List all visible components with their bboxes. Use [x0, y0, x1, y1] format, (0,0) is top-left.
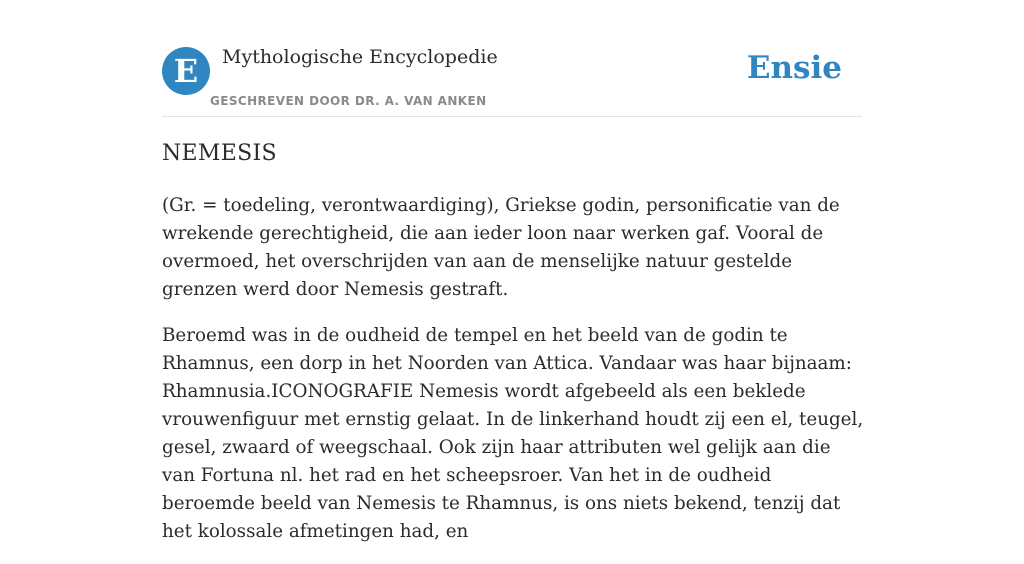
encyclopedia-title-link[interactable]: Mythologische Encyclopedie [222, 46, 498, 68]
header [162, 44, 862, 117]
article-title: NEMESIS [162, 141, 277, 166]
encyclopedia-logo-icon[interactable]: E [162, 47, 210, 95]
article-paragraph: Beroemd was in de oudheid de tempel en het beeld van de godin te Rhamnus, een dorp in het Noorden van Attica. Vandaar was haar bijnaam: Rhamnusia.ICONOGRAFIE Nemesis wordt afgebeeld als een beklede vrouwenfiguur met ernstig gelaat. In de linkerhand houdt zij een el, teugel, gesel, zwaard of weegschaal. Ook zijn haar attributen wel gelijk aan die van Fortuna nl. het rad en het scheepsroer. Van het in de oudheid beroemde beeld van Nemesis te Rhamnus, is ons niets bekend, tenzij dat het kolossale afmetingen had, en [162, 325, 864, 542]
article-paragraph: (Gr. = toedeling, verontwaardiging), Griekse godin, personificatie van de wrekende gerechtigheid, die aan ieder loon naar werken gaf. Vooral de overmoed, het overschrijden van aan de menselijke natuur gestelde grenzen werd door Nemesis gestraft. [162, 195, 840, 300]
article [162, 138, 864, 564]
ensie-brand-logo[interactable]: Ensie [746, 50, 842, 86]
author-line: GESCHREVEN DOOR DR. A. VAN ANKEN [210, 94, 487, 108]
